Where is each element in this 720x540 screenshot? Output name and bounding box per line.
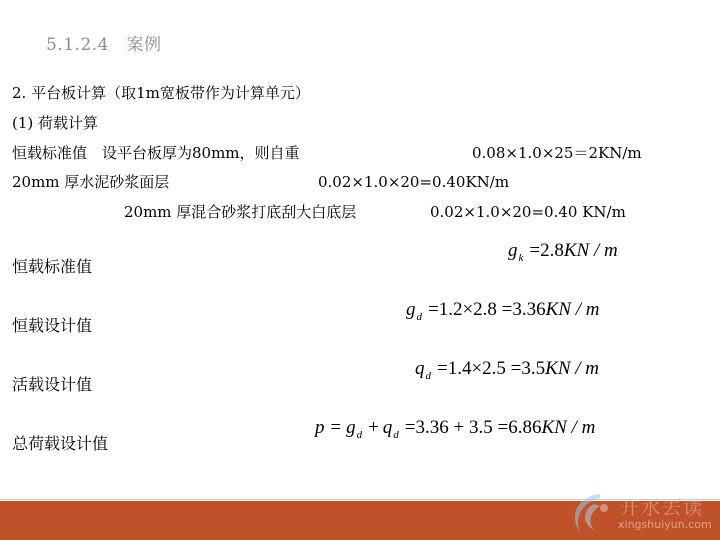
formula-subscript-q: d: [393, 429, 399, 441]
content-line-3-label: 恒载标准值 设平台板厚为80mm，则自重: [12, 144, 300, 162]
formula-live-load-design: [415, 358, 599, 382]
formula-unit: KN / m: [541, 417, 596, 438]
formula-subscript: k: [518, 252, 524, 264]
formula-expression: =3.36 + 3.5 =6.86: [404, 417, 542, 438]
formula-symbol: g: [406, 299, 416, 320]
result-label-dead-load-standard: 恒载标准值: [12, 257, 93, 276]
watermark-cn: 开水去读: [620, 497, 705, 519]
content-line-5-value: 0.02×1.0×20=0.40 KN/m: [430, 203, 626, 221]
formula-symbol-q: q: [382, 417, 393, 438]
formula-dead-load-standard: [508, 240, 618, 264]
formula-plus: +: [368, 417, 379, 438]
watermark-url: xingshuiyun.com: [618, 518, 712, 531]
formula-total-load-design: [315, 417, 595, 441]
formula-subscript-g: d: [356, 429, 363, 441]
formula-unit: KN / m: [563, 240, 618, 261]
formula-expression: =1.2×2.8 =3.36: [428, 299, 546, 320]
formula-expression: =2.8: [529, 240, 564, 261]
formula-unit: KN / m: [545, 358, 600, 379]
content-line-1: 2. 平台板计算（取1m宽板带作为计算单元）: [12, 84, 310, 102]
formula-symbol: q: [415, 358, 425, 379]
result-label-live-load-design: 活载设计值: [12, 375, 93, 394]
formula-dead-load-design: [406, 299, 600, 323]
formula-subscript: d: [416, 311, 422, 323]
formula-subscript: d: [425, 370, 431, 382]
formula-symbol: p =: [315, 417, 343, 438]
content-line-2: (1) 荷载计算: [12, 114, 99, 132]
content-line-4-label: 20mm 厚水泥砂浆面层: [12, 173, 170, 191]
formula-unit: KN / m: [545, 299, 600, 320]
formula-expression: =1.4×2.5 =3.5: [437, 358, 546, 379]
result-label-dead-load-design: 恒载设计值: [12, 316, 93, 335]
content-line-5-label: 20mm 厚混合砂浆打底刮大白底层: [124, 203, 357, 221]
slide-title: 5.1.2.4 案例: [46, 35, 162, 55]
result-label-total-load-design: 总荷载设计值: [12, 434, 109, 453]
formula-symbol-g: g: [346, 417, 356, 438]
content-line-4-value: 0.02×1.0×20=0.40KN/m: [318, 173, 510, 191]
formula-symbol: g: [508, 240, 518, 261]
content-line-3-value: 0.08×1.0×25＝2KN/m: [472, 144, 642, 162]
